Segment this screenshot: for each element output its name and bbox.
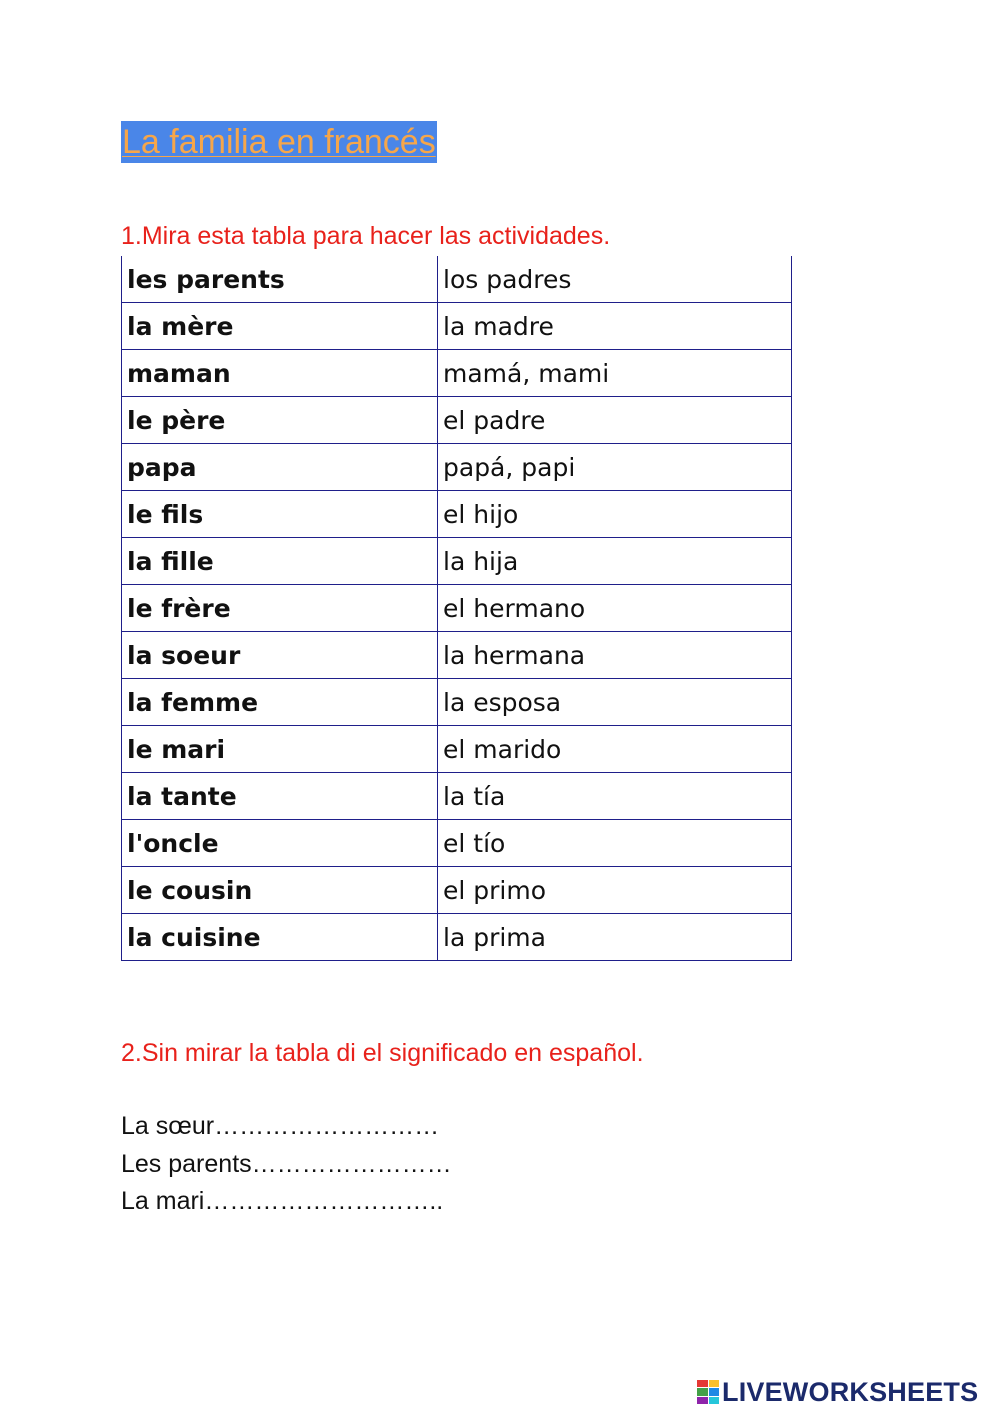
spanish-translation: el padre bbox=[438, 397, 792, 444]
liveworksheets-logo bbox=[697, 1378, 978, 1406]
exercise-line: La sœur……………………… bbox=[121, 1112, 440, 1140]
vocabulary-table bbox=[121, 256, 792, 961]
spanish-translation: el tío bbox=[438, 820, 792, 867]
logo-square bbox=[709, 1397, 720, 1404]
table-row bbox=[122, 820, 792, 867]
french-term: la tante bbox=[122, 773, 438, 820]
logo-square bbox=[697, 1397, 708, 1404]
table-row bbox=[122, 914, 792, 961]
table-row bbox=[122, 726, 792, 773]
french-term: maman bbox=[122, 350, 438, 397]
french-term: le père bbox=[122, 397, 438, 444]
spanish-translation: mamá, mami bbox=[438, 350, 792, 397]
french-term: la mère bbox=[122, 303, 438, 350]
logo-square bbox=[697, 1388, 708, 1395]
spanish-translation: la prima bbox=[438, 914, 792, 961]
page-title: La familia en francés bbox=[122, 123, 436, 161]
spanish-translation: la hija bbox=[438, 538, 792, 585]
exercise-line: Les parents…………………… bbox=[121, 1149, 452, 1178]
table-row bbox=[122, 491, 792, 538]
exercise-line: La mari……………………….. bbox=[121, 1187, 444, 1215]
spanish-translation: el hermano bbox=[438, 585, 792, 632]
french-term: papa bbox=[122, 444, 438, 491]
table-row bbox=[122, 256, 792, 303]
french-term: le fils bbox=[122, 491, 438, 538]
french-term: les parents bbox=[122, 256, 438, 303]
spanish-translation: los padres bbox=[438, 256, 792, 303]
spanish-translation: el hijo bbox=[438, 491, 792, 538]
table-row bbox=[122, 538, 792, 585]
table-row bbox=[122, 397, 792, 444]
table-row bbox=[122, 632, 792, 679]
instruction-2: 2.Sin mirar la tabla di el significado en español. bbox=[121, 1039, 644, 1067]
french-term: la femme bbox=[122, 679, 438, 726]
instruction-1: 1.Mira esta tabla para hacer las actividades. bbox=[121, 222, 611, 250]
french-term: le mari bbox=[122, 726, 438, 773]
logo-text: LIVEWORKSHEETS bbox=[722, 1376, 979, 1407]
exercise-list bbox=[121, 1108, 452, 1221]
spanish-translation: papá, papi bbox=[438, 444, 792, 491]
spanish-translation: el marido bbox=[438, 726, 792, 773]
table-row bbox=[122, 585, 792, 632]
french-term: la cuisine bbox=[122, 914, 438, 961]
spanish-translation: el primo bbox=[438, 867, 792, 914]
logo-square bbox=[709, 1388, 720, 1395]
logo-icon bbox=[697, 1380, 719, 1404]
spanish-translation: la esposa bbox=[438, 679, 792, 726]
table-row bbox=[122, 350, 792, 397]
table-row bbox=[122, 867, 792, 914]
french-term: l'oncle bbox=[122, 820, 438, 867]
french-term: le cousin bbox=[122, 867, 438, 914]
table-row bbox=[122, 773, 792, 820]
french-term: la fille bbox=[122, 538, 438, 585]
spanish-translation: la tía bbox=[438, 773, 792, 820]
table-row bbox=[122, 679, 792, 726]
french-term: la soeur bbox=[122, 632, 438, 679]
logo-square bbox=[697, 1380, 708, 1387]
spanish-translation: la hermana bbox=[438, 632, 792, 679]
french-term: le frère bbox=[122, 585, 438, 632]
table-row bbox=[122, 444, 792, 491]
table-row bbox=[122, 303, 792, 350]
spanish-translation: la madre bbox=[438, 303, 792, 350]
logo-square bbox=[709, 1380, 720, 1387]
